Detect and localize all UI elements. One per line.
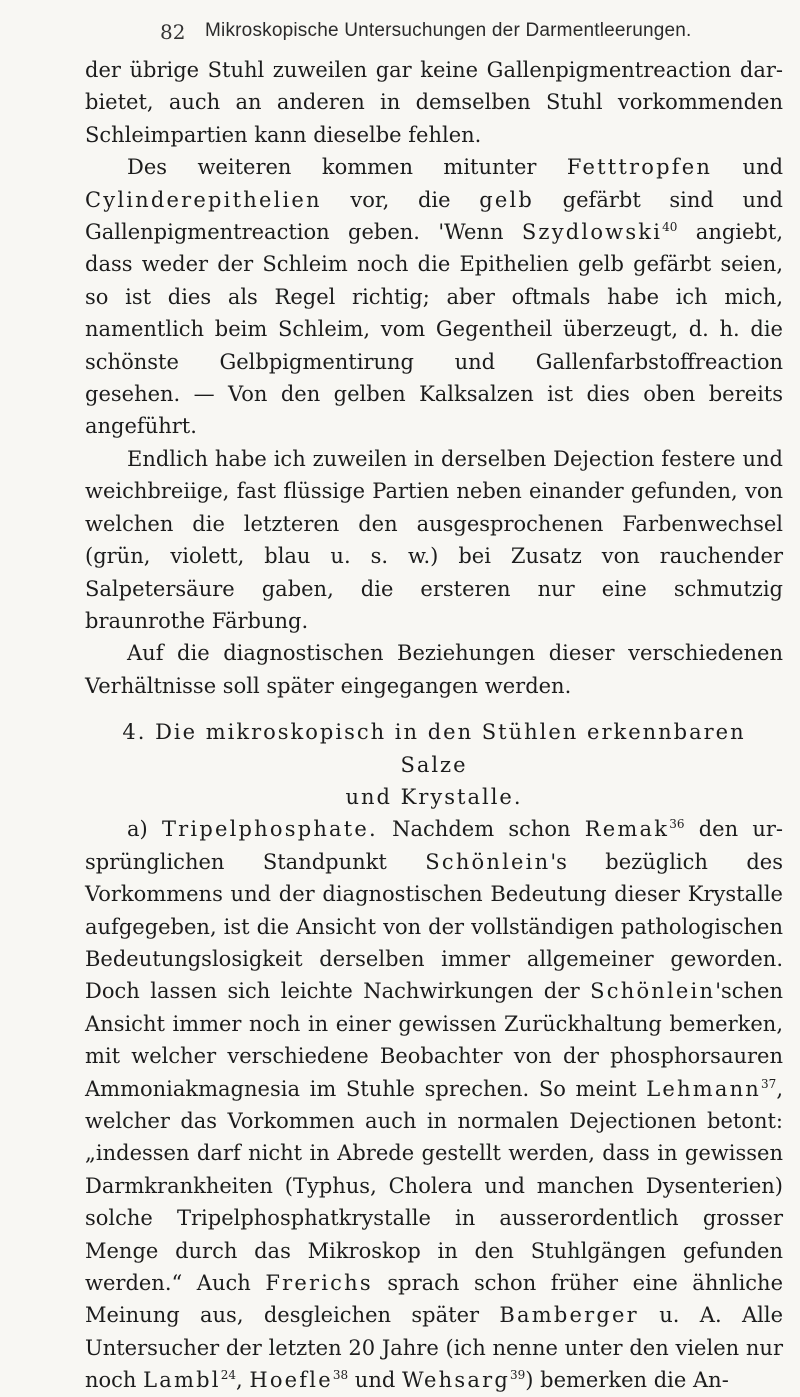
text-run: angiebt, dass weder der Schleim noch die Epithelien gelb gefärbt seien, so ist dies als Regel richtig; aber oftmals habe ich mich, namentlich beim Schleim, vom Gegentheil überzeugt, d. h. die schönste Gelbpigmentirung und Gallenfarbstoffreaction gesehen. — Von den gelben Kalksalzen ist dies oben bereits angeführt. [85,220,783,439]
author-name: Schönlein [425,849,551,874]
text-run: , welcher das Vorkommen auch in normalen Dejectionen betont: „indessen darf nicht in Abrede gestellt werden, dass in gewissen Darmkrankheiten (Typhus, Cholera und manchen Dysenterien) solche Tripelphosphatkrystalle in ausserordentlich grosser Menge durch das Mikroskop in den Stuhlgängen gefunden werden.“ Auch [85,1076,783,1296]
paragraph [85,637,783,702]
section-heading-line: und Krystalle. [345,784,523,809]
author-name: Hoefle [249,1368,333,1393]
text-run: vor, die [321,187,480,212]
text-run: gefärbt sind und Gallenpigmentreaction geben. [85,187,783,245]
paragraph [85,813,783,1396]
section-heading [85,716,783,813]
emphasized-term: gelb [479,187,535,212]
text-run: a) [127,817,162,842]
author-name: Lehmann [646,1076,762,1101]
footnote-ref: 40 [662,220,678,235]
text-run: 's bezüglich des Vorkommens und der diagnostischen Bedeutung dieser Krystalle aufgegeben, ist die Ansicht von der vollständigen pathologischen Bedeutungslosigkeit derselben immer allgemeiner geworden. Doch lassen sich leichte Nachwirkungen der [85,849,784,1004]
text-run: 'Wenn [438,220,522,245]
page-number: 82 [160,20,186,44]
text-run: und [712,155,784,180]
spacer [85,702,783,716]
emphasized-term: Fetttropfen [566,155,713,180]
section-heading-line: 4. Die mikroskopisch in den Stühlen erkennbaren Salze [122,720,746,777]
text-run: Des weiteren kommen mitunter [127,155,567,180]
emphasized-term: Cylinderepithelien [85,187,322,212]
text-run: u. A. Alle Untersucher der letzten 20 Jahre (ich nenne unter den vielen nur noch [85,1303,784,1393]
text-run: Auf die diagnostischen Beziehungen dieser verschiedenen Verhältnisse soll später eingegangen werden. [85,641,783,698]
text-run: Endlich habe ich zuweilen in derselben Dejection festere und weichbreiige, fast flüssige Partien neben einander gefunden, von welchen die letzteren den ausgesprochenen Farbenwechsel (grün, violett, blau u. s. w.) bei Zusatz von rauchender Salpetersäure gaben, die ersteren nur eine schmutzig braunrothe Färbung. [85,446,783,633]
text-run: sprach schon früher eine ähnliche Meinung aus, desgleichen später [85,1271,784,1328]
author-name: Remak [584,817,670,842]
page-body [85,54,783,1397]
author-name: Lambl [143,1368,221,1393]
paragraph [85,54,783,151]
paragraph [85,443,783,637]
footnote-ref: 36 [669,817,685,832]
text-run: 'schen Ansicht immer noch in einer gewissen Zurückhaltung bemerken, mit welcher verschiedene Beobachter von der phosphorsauren Ammoniakmagnesia im Stuhle sprechen. So meint [85,979,783,1101]
running-title: Mikroskopische Untersuchungen der Darmentleerungen. [205,20,692,41]
author-name: Bamberger [499,1303,639,1328]
footnote-ref: 37 [761,1076,777,1091]
text-run: den ursprünglichen Standpunkt [85,817,784,874]
paragraph [85,151,783,443]
footnote-ref: 38 [332,1368,349,1383]
text-run: und [348,1368,402,1393]
author-name: Szydlowski [521,220,663,245]
text-run: ) bemerken die An- [525,1368,729,1393]
text-run: der übrige Stuhl zuweilen gar keine Gallenpigmentreaction darbietet, auch an anderen in demselben Stuhl vorkommenden Schleimpartien kann dieselbe fehlen. [85,58,783,147]
subsection-title: Tripelphosphate. [161,817,378,842]
page-header [0,16,800,46]
author-name: Wehsarg [401,1368,510,1393]
text-run: Nachdem schon [377,817,585,842]
text-run: , [235,1368,250,1393]
footnote-ref: 39 [509,1368,526,1383]
author-name: Schönlein [590,979,716,1004]
author-name: Frerichs [265,1271,373,1296]
footnote-ref: 24 [220,1368,236,1383]
